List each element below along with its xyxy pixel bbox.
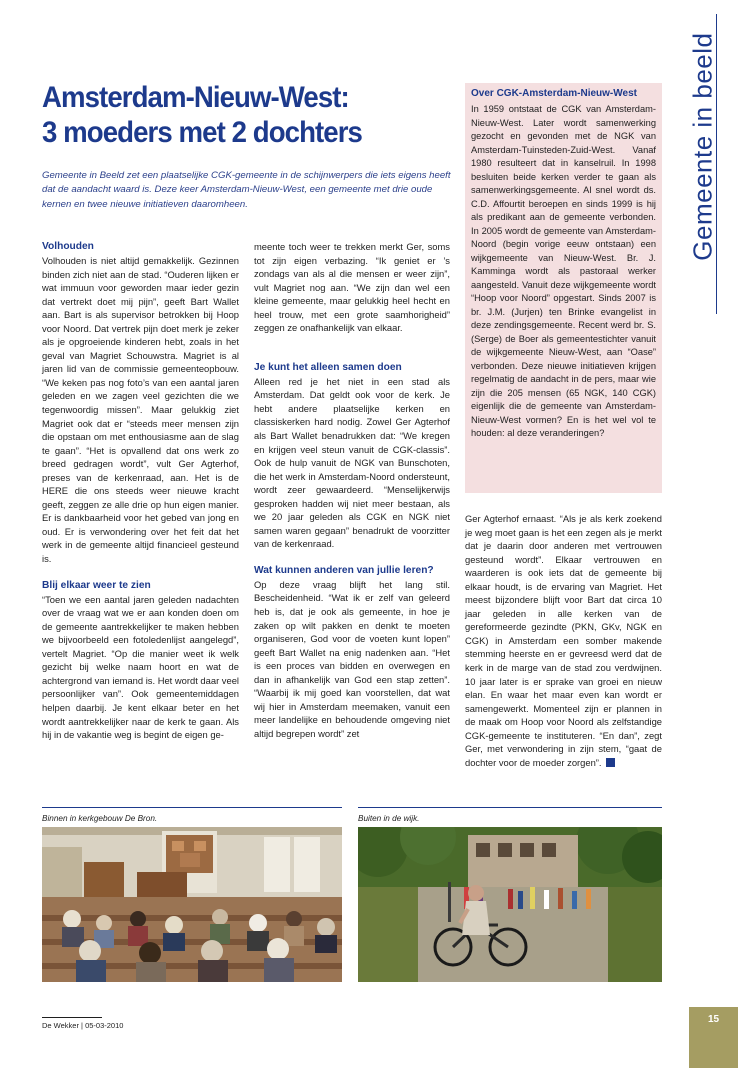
- paragraph-samen-doen: Alleen red je het niet in een stad als Amsterdam. Dat geldt ook voor de kerk. Je hebt andere plaatselijke kerken en classiskerken hard nodig. Zowel Ger Agterhof als Bart Wallet benadrukken dat: “We kregen en krijgen veel steun vanuit de CGK-classis”. Ook de hulp vanuit de NGK van Bunschoten, die het werk in Amsterdam-Noord ondersteunt, wordt zeer gewaardeerd. “Menselijkerwijs gesproken hadden wij niet meer bestaan, als we 20 jaar geleden als CGK en NGK niet samen waren gegaan” benadrukt de voorzitter van de kerkenraad.: [254, 375, 450, 550]
- heading-leren: Wat kunnen anderen van jullie leren?: [254, 564, 434, 576]
- caption-right: Buiten in de wijk.: [358, 814, 420, 823]
- sidebar-box: [465, 83, 662, 493]
- sidebar-text: In 1959 ontstaat de CGK van Amsterdam-Nieuw-West. Later wordt samenwerking gezocht en gevonden met de NGK van Amsterdam-Tuinsteden-Zuid-West. Vanaf 1980 resulteert dat in kanselruil. In 1998 besluiten beide kerken verder te gaan als samenwerkingsgemeente. Al snel wordt ds. C.D. Affourtit beroepen en sinds 1999 is hij als predikant aan de gemeente verbonden. In 2005 wordt de gemeente van Amsterdam-Noord (begin vorige eeuw ontstaan) een wijkgemeente van Nieuw-West. Br. J. Kamminga wordt als pastoraal werker aangesteld. Vanuit deze wijkgemeente wordt “Hoop voor Noord” opgestart. Sinds 2007 is br. J.M. (Jurjen) ten Brinke evangelist in deze zendingsgemeente. Recent werd br. S. (Serge) de Boer als gemeentestichter vanuit de wijkgemeente Nieuw-West, aan “Oase” verbonden. Deze nieuwe initiatieven krijgen regelmatig de aandacht in de pers, maar wie zijn die 205 mensen (65 NGK, 140 CGK) eigenlijk die de gemeente van Amsterdam-Nieuw-West vormen? En is het wel vol te houden: al deze veranderingen?: [471, 104, 656, 438]
- end-mark-icon: [606, 758, 615, 767]
- footer-rule: [42, 1017, 102, 1018]
- article-title: [42, 80, 410, 150]
- paragraph-volhouden: Volhouden is niet altijd gemakkelijk. Gezinnen binden zich niet aan de stad. “Ouderen lijken er wat immuun voor geworden maar ieder gezin dat vertrekt doet mij pijn”, geeft Bart Wallet aan. Bart is als supervisor betrokken bij Hoop voor Noord. Dat vertrek pijn doet merk je zeker als je opgroeiende kinderen hebt, zoals in het geval van Magriet Schouwstra. Magriet is al jaren lid van de commissie gemeenteopbouw. “We keken pas nog foto’s van een aantal jaren geleden en we zagen veel gezichten die we tegenwoordig missen”. Maar gelukkig ziet Magriet ook dat er “steeds meer mensen zijn die opstaan om met enthousiasme aan de slag te gaan”. “Het is opvallend dat ons werk zo breed gedragen wordt”, vult Ger Agterhof, preses van de kerkenraad, aan. Het is de HERE die ons steeds weer nieuwe kracht geeft, zeggen ze alle drie op hun eigen manier. Er is dankbaarheid voor het gebed van jong en oud. Er is verwondering over het feit dat het werk in de gemeente altijd financieel gesteund is.: [42, 255, 239, 565]
- title-line-1: Amsterdam-Nieuw-West:: [42, 81, 349, 114]
- article-intro: Gemeente in Beeld zet een plaatselijke CGK-gemeente in de schijnwerpers die iets eigens heeft dat de aandacht waard is. Deze keer Amsterdam-Nieuw-West, een gemeente met drie oude kernen en twee nieuwe initiatieven daaromheen.: [42, 170, 451, 210]
- heading-blij-elkaar: Blij elkaar weer te zien: [42, 579, 151, 591]
- column-2: [254, 240, 450, 741]
- column-1: [42, 240, 239, 742]
- footer-source: De Wekker | 05-03-2010: [42, 1021, 124, 1030]
- page-number: 15: [707, 1014, 720, 1025]
- paragraph-blij-elkaar: “Toen we een aantal jaren geleden nadachten over de vraag wat we er aan konden doen om de gemeente aantrekkelijker te maken hebben we bijvoorbeeld een fotoledenlijst aangelegd”, vertelt Magriet. “Op die manier weet ik welk gezicht bij welke naam hoort en wat de achtergrond van iemand is. Het wordt daar veel persoonlijker van”. Ook gemeentemiddagen helpen daarbij. Je kent elkaar beter en het wordt aantrekkelijker naar de kerk te gaan. Als hij in de vakantie weg is begint de eigen ge-: [42, 593, 239, 741]
- sidebar-heading: Over CGK-Amsterdam-Nieuw-West: [471, 88, 637, 99]
- photo-rule-left: [42, 807, 342, 808]
- photo-rule-right: [358, 807, 662, 808]
- heading-samen-doen: Je kunt het alleen samen doen: [254, 361, 402, 373]
- title-line-2: 3 moeders met 2 dochters: [42, 116, 362, 149]
- column-3: [465, 512, 662, 769]
- paragraph-leren: Op deze vraag blijft het lang stil. Bescheidenheid. “Wat ik er zelf van geleerd heb is, dat je ook als gemeente, in hoe je zaken op wilt pakken en denkt te moeten organiseren, God voor de voeten kunt lopen” geeft Bart Wallet na enig nadenken aan. “Het is een proces van bidden en overwegen en dan in afhankelijk van God een stap zetten”. “Waarbij ik mij goed kan voorstellen, dat wat wij hier in Amsterdam meemaken, vanuit een meer landelijke en behoudende omgeving niet altijd begrepen wordt” zet: [254, 578, 450, 739]
- paragraph-continued: meente toch weer te trekken merkt Ger, soms tot zijn eigen verbazing. “Ik geniet er ’s zondags van als al die mensen er weer zijn”, vult Magriet nog aan. “We zijn dan wel een kleine gemeente, maar gelukkig heel hecht en heel trouw, met een grote saamhorigheid” zeggen ze onafhankelijk van elkaar.: [254, 241, 450, 334]
- paragraph-closing: [465, 512, 662, 769]
- photo-neighbourhood: [358, 827, 662, 982]
- heading-volhouden: Volhouden: [42, 241, 94, 252]
- paragraph-closing-text: Ger Agterhof ernaast. “Als je als kerk zoekend je weg moet gaan is het een zegen als je merkt dat je daarin door anderen met vertrouwen gesteund wordt”. Elkaar vertrouwen en waarderen is ook iets dat de gemeente bij elkaar houdt, is de ervaring van Magriet. Het meest bijzondere blijft voor Bart dat circa 10 jaar geleden in alle kerken van de gereformeerde gezindte (PKN, GKv, NGK en CGK) in Amsterdam een somber makende stemming heerste en er gevreesd werd dat de kerk in de marge van de stad zou verdwijnen. 10 jaar later is er sprake van groei en nieuw elan. En waar het maar even kan wordt er samengewerkt. Momenteel zijn er plannen in de maak om Hoop voor Noord als zelfstandige CGK-gemeente te instituteren. “En dan”, zegt Ger, met verwondering in zijn stem, “gaat de dochter voor de moeder zorgen”.: [465, 513, 662, 768]
- photo-church-interior: [42, 827, 342, 982]
- section-label: [687, 14, 718, 314]
- section-label-text: Gemeente in beeld: [687, 32, 718, 261]
- caption-left: Binnen in kerkgebouw De Bron.: [42, 814, 158, 823]
